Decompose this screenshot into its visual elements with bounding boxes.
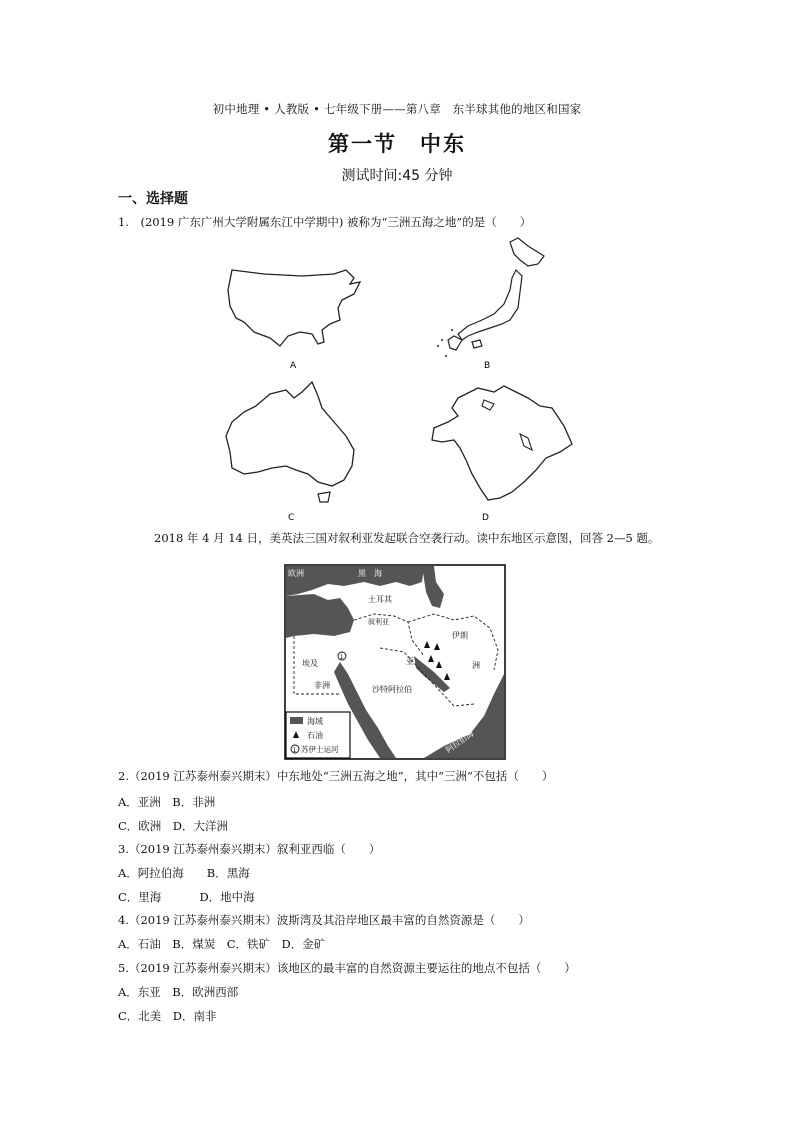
question-2-options-ab: A．亚洲 B．非洲 [118,795,216,809]
legend-oil-label: 石油 [307,731,323,740]
map-label-zhou: 洲 [472,661,480,670]
middle-east-region-map [284,564,506,760]
map-label-syria: 叙利亚 [368,618,389,626]
svg-text:1: 1 [292,747,297,754]
page-header: 初中地理 • 人教版 • 七年级下册——第八章 东半球其他的地区和国家 [212,102,582,116]
map-label-arabian-sea: 阿拉伯海 [444,728,476,755]
question-5-stem: 5.（2019 江苏泰州泰兴期末）该地区的最丰富的自然资源主要运往的地点不包括（ ） [118,961,576,975]
option-c-label: C [288,513,295,523]
section-heading: 一、选择题 [118,191,188,207]
map-label-iran: 伊朗 [452,631,468,640]
option-a-usa-outline-map [224,262,370,374]
question-2-stem: 2.（2019 江苏泰州泰兴期末）中东地处“三洲五海之地”，其中“三洲”不包括（ ） [118,769,554,783]
page-title: 第一节 中东 [328,132,466,156]
map-label-africa: 非洲 [314,681,330,690]
test-duration: 测试时间:45 分钟 [341,168,453,184]
map-label-asia: 亚 [406,657,414,666]
option-a-label: A [290,361,297,371]
map-label-egypt: 埃及 [302,659,318,668]
option-c-australia-outline-map [222,378,372,524]
option-d-label: D [482,513,489,523]
map-label-europe: 欧洲 [288,569,304,578]
map-label-turkey: 土耳其 [368,595,392,604]
question-4-options: A．石油 B．煤炭 C．铁矿 D．金矿 [118,937,326,951]
option-d-middle-east-outline-map [428,378,578,524]
svg-text:1: 1 [339,654,344,661]
map-intro-text: 2018 年 4 月 14 日，美英法三国对叙利亚发起联合空袭行动。读中东地区示意图，回答 2—5 题。 [154,531,660,545]
question-2-options-cd: C．欧洲 D．大洋洲 [118,819,229,833]
question-1-stem: 1. (2019 广东广州大学附属东江中学期中) 被称为“三洲五海之地”的是（ ） [118,215,532,229]
option-b-label: B [484,361,491,371]
legend-suez-label: 苏伊士运河 [301,745,339,754]
question-3-stem: 3.（2019 江苏泰州泰兴期末）叙利亚西临（ ） [118,842,381,856]
legend-sea-label: 海域 [307,717,323,726]
question-3-options-ab: A．阿拉伯海 B．黑海 [118,866,250,880]
map-label-saudi-arabia: 沙特阿拉伯 [372,685,412,694]
option-b-japan-outline-map [432,236,560,372]
question-5-options-ab: A．东亚 B．欧洲西部 [118,985,239,999]
map-label-black-sea: 黑 海 [358,569,382,578]
question-4-stem: 4.（2019 江苏泰州泰兴期末）波斯湾及其沿岸地区最丰富的自然资源是（ ） [118,913,530,927]
question-3-options-cd: C．里海 D．地中海 [118,890,255,904]
question-5-options-cd: C．北美 D．南非 [118,1009,217,1023]
